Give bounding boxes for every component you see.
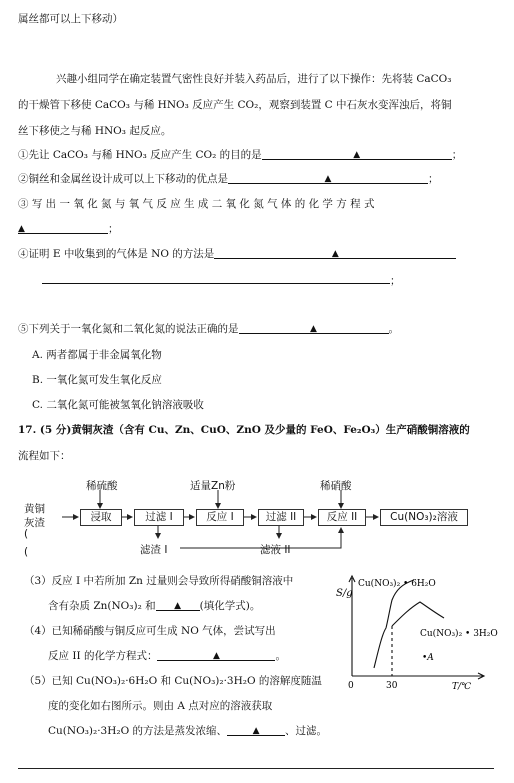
question-5 [18,322,399,336]
answer-blank-1[interactable] [262,148,452,160]
x30-label: 30 [386,681,398,691]
graph-xlabel: T/℃ [452,682,472,692]
reagent-xixiaosuan: 稀硝酸 [320,480,352,492]
q17-4-line-1: （4）已知稀硝酸与铜反应可生成 NO 气体，尝试写出 [24,625,276,637]
semicolon: ； [451,149,463,161]
q17-5-suffix: 、过滤。 [285,725,328,737]
q17-4-text: 反应 II 的化学方程式： [48,650,158,662]
question-3: ③ 写 出 一 氧 化 氮 与 氧 气 反 应 生 成 二 氧 化 氮 气 体 的 化 学 方 程 式 [18,198,375,210]
q17-5-line-2: 度的变化如右图所示。则由 A 点对应的溶液获取 [48,700,273,712]
output-lvzha1: 滤渣 I [140,544,168,556]
answer-blank-3[interactable] [18,222,108,234]
q17-3-text: 含有杂质 Zn(NO₃)₂ 和 [48,600,156,612]
triangle-icon: ▲ [174,601,182,611]
semicolon: ； [108,223,119,235]
option-b: B. 一氧化氮可发生氧化反应 [32,374,162,386]
paren-2: ( [24,546,29,558]
triangle-icon: ▲ [252,726,260,736]
triangle-icon: ▲ [331,249,339,259]
curve-3h2o [392,602,444,626]
period: 。 [388,323,399,335]
output-lvye2: 滤液 II [260,544,291,556]
line-continuation: 属丝都可以上下移动） [18,13,123,25]
question-2 [18,172,439,186]
intro-line-3: 丝下移使之与稀 HNO₃ 起反应。 [18,125,172,137]
intro-line-2: 的干燥管下移使 CaCO₃ 与稀 HNO₃ 反应产生 CO₂，观察到装置 C 中石灰水变浑浊后，将铜 [18,99,452,111]
step-guolv1: 过滤 I [134,509,184,526]
step-fanying2: 反应 II [318,509,366,526]
option-c: C. 二氧化氮可能被氢氧化钠溶液吸收 [32,399,204,411]
q17-5-line-1: （5）已知 Cu(NO₃)₂·6H₂O 和 Cu(NO₃)₂·3H₂O 的溶解度随温 [24,675,322,687]
answer-blank-17-5[interactable] [227,724,285,736]
question-4-text: ④证明 E 中收集到的气体是 NO 的方法是 [18,248,215,260]
curve1-label: Cu(NO₃)₂ • 6H₂O [358,579,436,589]
intro-line-1: 兴趣小组同学在确定装置气密性良好并装入药品后，进行了以下操作：先将装 CaCO₃ [56,73,452,85]
triangle-icon: ▲ [324,174,332,184]
answer-blank-4a[interactable] [214,247,456,259]
paren-1: ( [24,528,29,540]
label-huangtong: 黄铜 [24,503,45,515]
question-2-text: ②铜丝和金属丝设计成可以上下移动的优点是 [18,173,228,185]
answer-blank-17-3[interactable] [156,599,200,611]
q17-3-line-1: （3）反应 I 中若所加 Zn 过量则会导致所得硝酸铜溶液中 [24,575,294,587]
bottom-divider [18,768,494,769]
q17-3-line-2 [48,599,260,613]
problem-17-line-1: 17. (5 分)黄铜灰渣（含有 Cu、Zn、CuO、ZnO 及少量的 FeO、Fe₂O₃）生产硝酸铜溶液的 [18,424,470,436]
q17-3-suffix: (填化学式)。 [199,600,261,612]
step-fanying1: 反应 I [196,509,244,526]
label-huizha: 灰渣 [24,517,45,529]
semicolon: ； [428,173,439,185]
step-product: Cu(NO₃)₂溶液 [380,509,468,526]
step-jinqu: 浸取 [80,509,122,526]
reagent-xiliusuan: 稀硫酸 [86,480,118,492]
triangle-icon: ▲ [213,651,220,661]
answer-blank-5[interactable] [239,322,389,334]
answer-blank-2[interactable] [228,172,428,184]
triangle-icon: ▲ [353,150,361,160]
graph-ylabel: S/g [336,588,353,599]
q17-5-line-3 [48,724,327,738]
question-3-answer [18,222,119,236]
step-guolv2: 过滤 II [258,509,304,526]
semicolon: ； [390,275,401,287]
period: 。 [275,650,286,662]
point-a-label: •A [422,653,434,663]
q17-4-line-2 [48,649,286,663]
curve2-label: Cu(NO₃)₂ • 3H₂O [420,629,498,639]
origin-label: 0 [348,681,354,691]
answer-blank-4b[interactable] [42,272,390,284]
triangle-icon: ▲ [18,224,25,234]
q17-5-text: Cu(NO₃)₂·3H₂O 的方法是蒸发浓缩、 [48,725,228,737]
question-4-line2 [42,272,401,288]
question-5-text: ⑤下列关于一氧化氮和二氧化氮的说法正确的是 [18,323,239,335]
problem-17-line-2: 流程如下： [18,450,71,462]
option-a: A. 两者都属于非金属氧化物 [32,349,162,361]
question-4 [18,247,456,261]
reagent-zn: 适量Zn粉 [190,480,236,492]
answer-blank-17-4[interactable] [157,649,275,661]
solubility-graph [334,572,504,692]
question-1-text: ①先让 CaCO₃ 与稀 HNO₃ 反应产生 CO₂ 的目的是 [18,149,262,161]
question-1 [18,148,462,162]
triangle-icon: ▲ [310,324,317,334]
